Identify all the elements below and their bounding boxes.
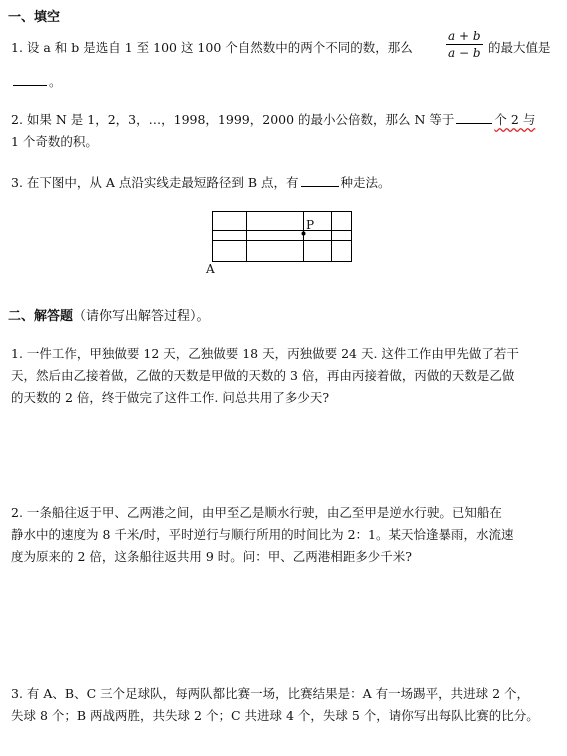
point-a-label: A [206, 262, 215, 276]
q1-answer-line [11, 72, 62, 90]
q1-fraction-denominator: a − b [448, 46, 481, 60]
q1-prefix: 1. 设 a 和 b 是选自 1 至 100 这 100 个自然数中的两个不同的数，那么 [11, 40, 413, 55]
q1-answer-blank[interactable] [13, 72, 47, 86]
q3-text-b: 种走法。 [340, 175, 391, 190]
q2-line1 [11, 110, 535, 128]
grid-lines [213, 212, 352, 262]
problem-1-line-3: 的天数的 2 倍，终于做完了这件工作. 问总共用了多少天? [11, 390, 330, 405]
q3-line [11, 173, 391, 191]
section2-heading-note: （请你写出解答过程）。 [73, 309, 210, 324]
point-p-dot [302, 232, 306, 236]
problem-3 [11, 683, 559, 727]
problem-1-line-2: 天，然后由乙接着做，乙做的天数是甲做的天数的 3 倍，再由丙接着做，丙做的天数是乙做 [11, 368, 515, 383]
q2-text-a: 2. 如果 N 是 1，2，3，…，1998，1999，2000 的最小公倍数，那么 N 等于 [11, 112, 455, 127]
q3-answer-blank[interactable] [301, 173, 339, 187]
q1-fraction [446, 28, 483, 61]
problem-2-line-2: 静水中的速度为 8 千米/时，平时逆行与顺行所用的时间比为 2：1。某天恰逢暴雨，水流速 [11, 527, 514, 542]
q1-suffix: 的最大值是 [488, 40, 551, 55]
problem-3-line-2: 失球 8 个；B 两战两胜，共失球 2 个；C 共进球 4 个，失球 5 个，请你写出每队比赛的比分。 [11, 708, 539, 723]
q1-fraction-numerator: a + b [448, 29, 481, 43]
section2-heading-title: 二、解答题 [8, 309, 74, 324]
problem-2-line-3: 度为原来的 2 倍，这条船往返共用 9 时。问：甲、乙两港相距多少千米? [11, 549, 413, 564]
grid-outer-border [213, 212, 352, 262]
q3-text-a: 3. 在下图中，从 A 点沿实线走最短路径到 B 点，有 [11, 175, 299, 190]
problem-2-line-1: 2. 一条船往返于甲、乙两港之间，由甲至乙是顺水行驶，由乙至甲是逆水行驶。已知船在 [11, 505, 502, 520]
section2-heading [8, 305, 210, 324]
section1-heading: 一、填空 [8, 10, 61, 25]
q1-end: 。 [49, 74, 62, 89]
problem-3-line-1: 3. 有 A、B、C 三个足球队，每两队都比赛一场，比赛结果是：A 有一场踢平，共进球 2 个， [11, 686, 530, 701]
problem-1-line-1: 1. 一件工作，甲独做要 12 天，乙独做要 18 天，丙独做要 24 天. 这件工作由甲先做了若干 [11, 346, 519, 361]
point-p-label: P [306, 218, 315, 232]
problem-1 [11, 343, 559, 409]
q2-text-b: 个 2 与 [494, 112, 536, 127]
q2-line2: 1 个奇数的积。 [11, 134, 98, 149]
path-grid-figure [200, 205, 360, 280]
q2-answer-blank[interactable] [456, 110, 492, 124]
problem-2 [11, 502, 559, 568]
